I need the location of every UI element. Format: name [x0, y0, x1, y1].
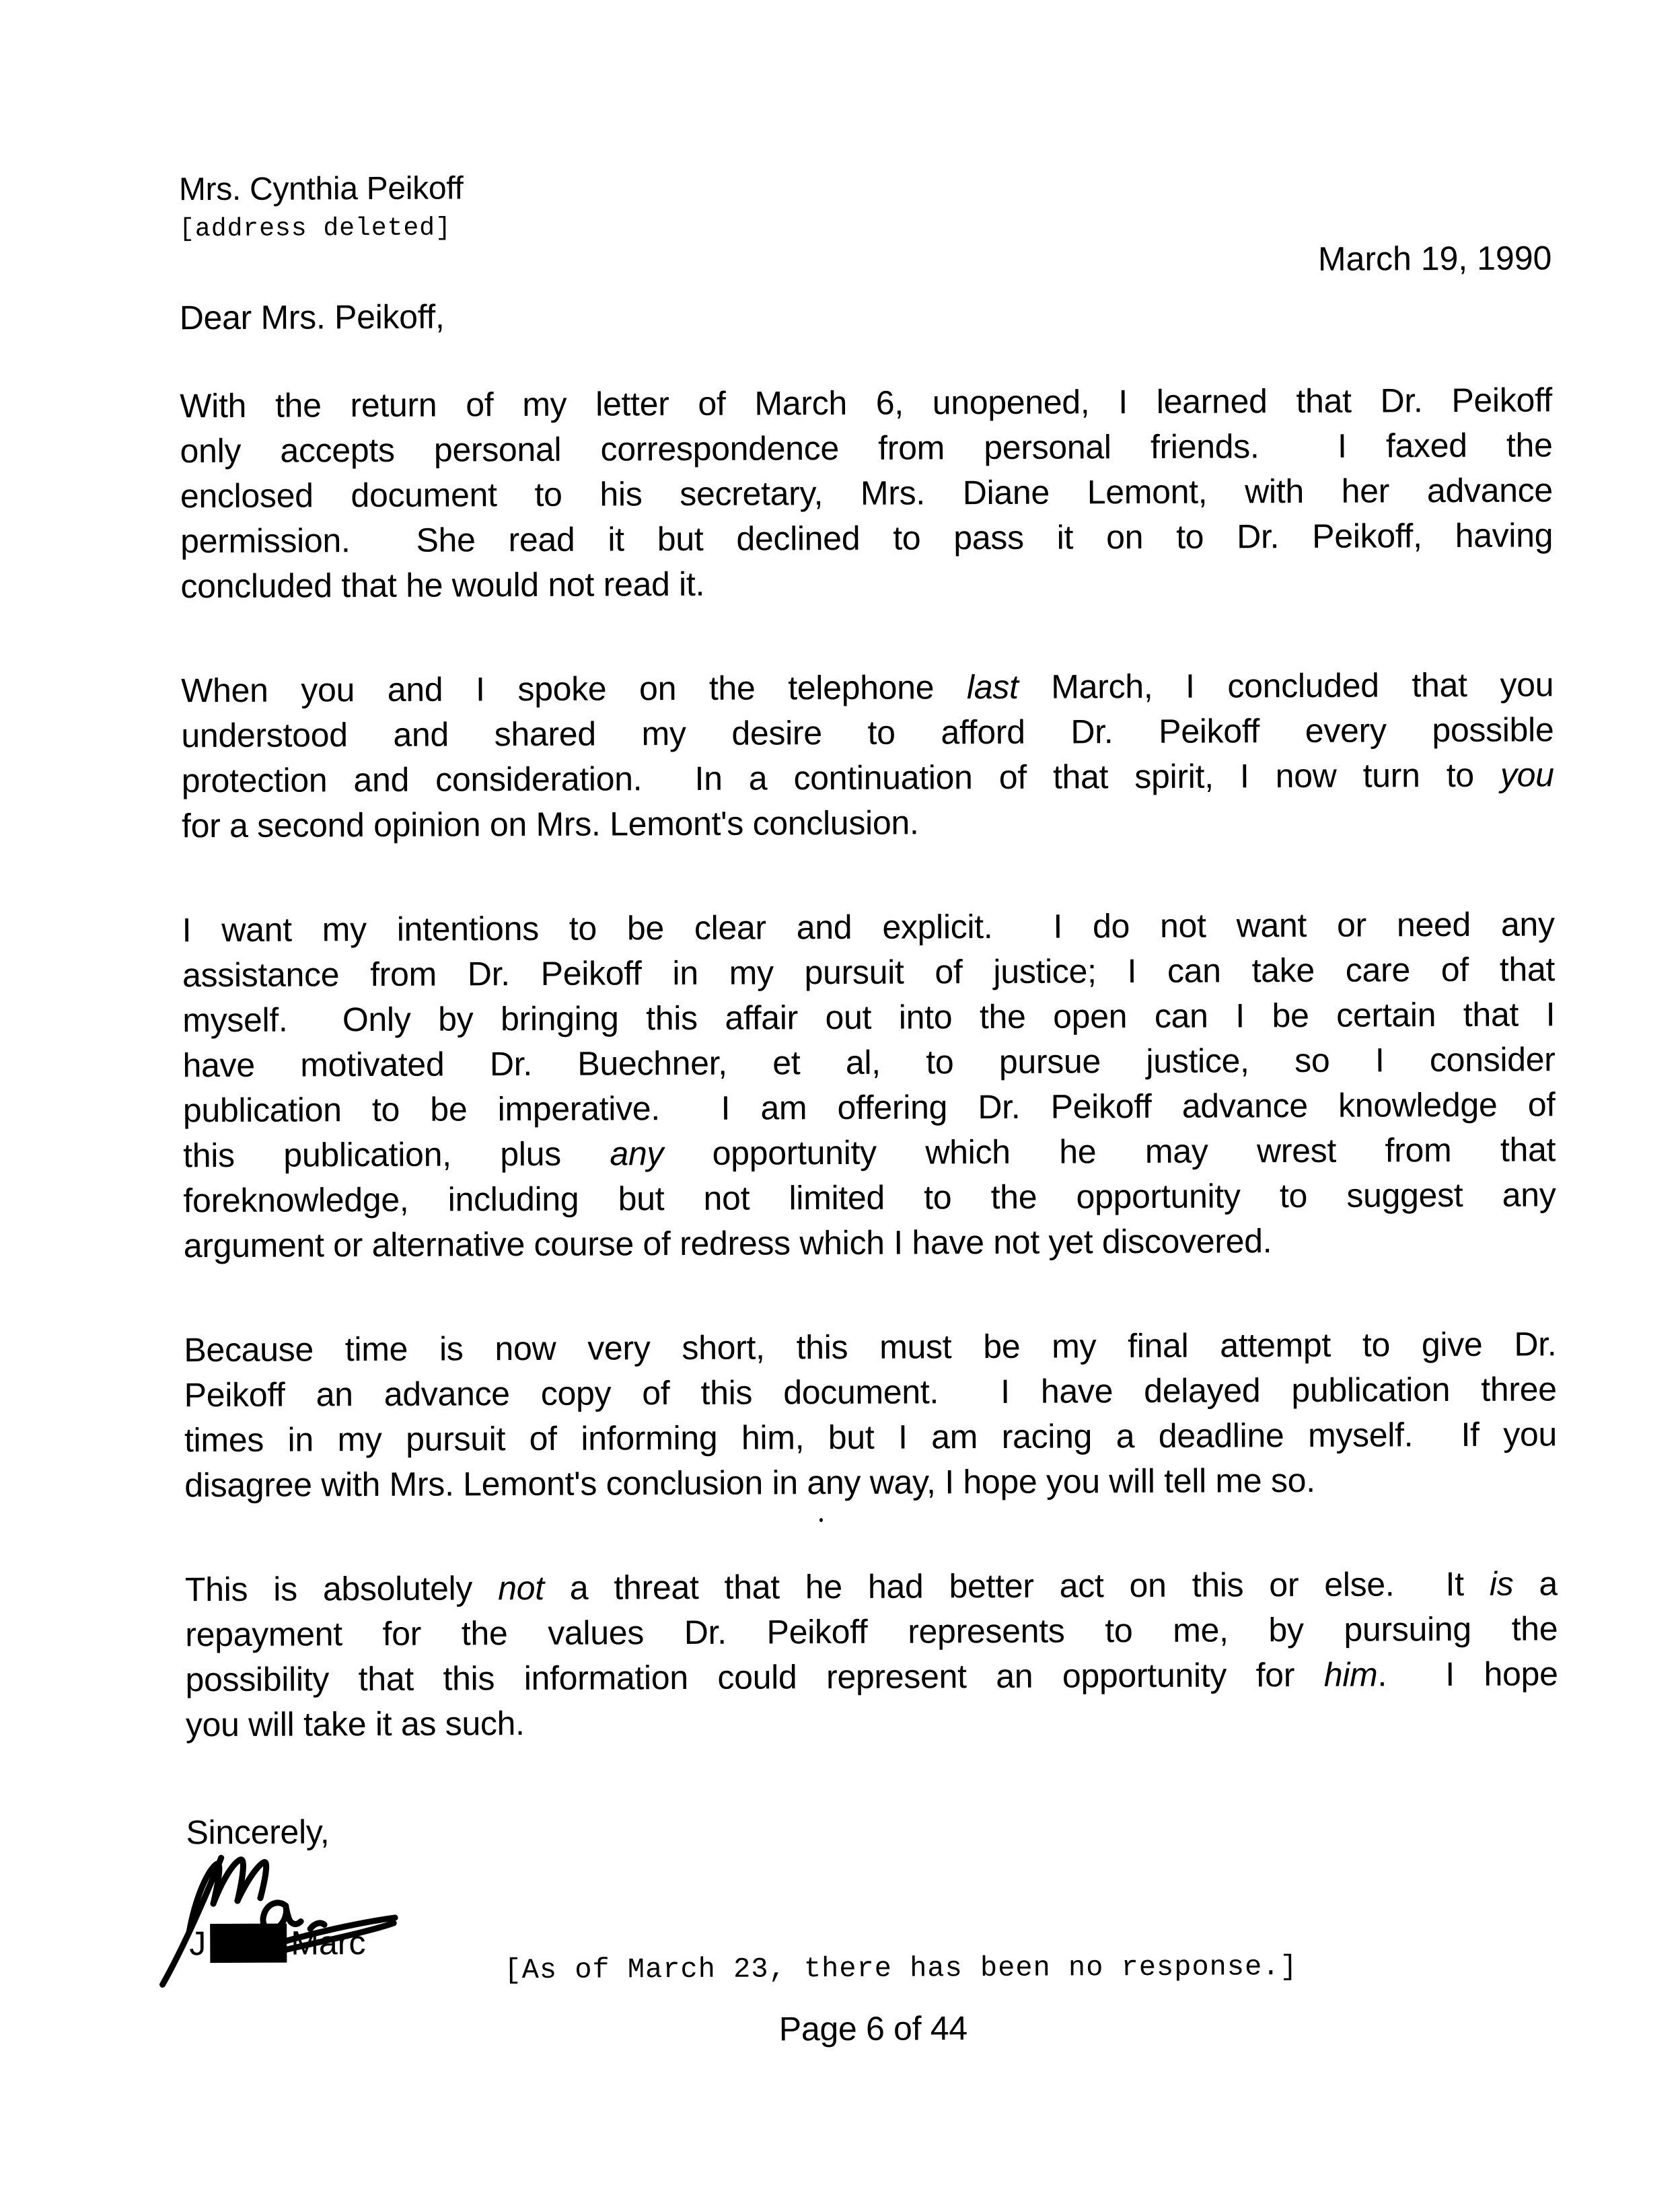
- text-line: publication to be imperative. I am offering Dr. Peikoff advance knowledge of: [182, 1085, 1556, 1130]
- page-number: Page 6 of 44: [778, 2009, 967, 2048]
- text-line: understood and shared my desire to afford Dr. Peikoff every possible: [181, 711, 1554, 755]
- text-line: times in my pursuit of informing him, but I am racing a deadline myself. If you: [184, 1415, 1558, 1459]
- date-row: [179, 239, 1551, 283]
- text-line: enclosed document to his secretary, Mrs. Diane Lemont, with her advance: [180, 471, 1553, 515]
- scan-speck: [819, 1518, 823, 1522]
- text-line: With the return of my letter of March 6, unopened, I learned that Dr. Peikoff: [180, 381, 1553, 425]
- recipient-name: Mrs. Cynthia Peikoff: [178, 170, 464, 208]
- letter-date: March 19, 1990: [1317, 239, 1552, 278]
- handwritten-signature-icon: [154, 1850, 410, 1990]
- text-line: this publication, plus any opportunity which he may wrest from that: [183, 1130, 1556, 1175]
- paragraph: [182, 902, 1556, 1268]
- response-note: [As of March 23, there has been no response.]: [504, 1951, 1298, 1987]
- salutation: Dear Mrs. Peikoff,: [179, 297, 445, 337]
- text-line: possibility that this information could represent an opportunity for him. I hope: [185, 1655, 1558, 1699]
- recipient-address-redacted: [address deleted]: [179, 213, 451, 244]
- closing: Sincerely,: [186, 1813, 330, 1852]
- paragraph: [180, 377, 1553, 609]
- signature-first-initial: J: [189, 1924, 207, 1963]
- text-line: repayment for the values Dr. Peikoff represents to me, by pursuing the: [185, 1610, 1558, 1654]
- signature-last-name: Marc: [291, 1924, 366, 1962]
- text-line: When you and I spoke on the telephone last March, I concluded that you: [181, 665, 1554, 710]
- text-line: assistance from Dr. Peikoff in my pursuit of justice; I can take care of that: [182, 950, 1556, 995]
- paragraph: [181, 662, 1554, 849]
- text-line: only accepts personal correspondence from personal friends. I faxed the: [180, 426, 1553, 470]
- signed-name: [189, 1923, 365, 1963]
- text-line: protection and consideration. In a continuation of that spirit, I now turn to you: [181, 756, 1554, 800]
- text-line: concluded that he would not read it.: [180, 565, 705, 606]
- text-line: Because time is now very short, this must be my final attempt to give Dr.: [184, 1325, 1557, 1369]
- text-line: I want my intentions to be clear and explicit. I do not want or need any: [182, 905, 1555, 949]
- text-line: disagree with Mrs. Lemont's conclusion in any way, I hope you will tell me so.: [184, 1461, 1315, 1505]
- redaction-box: [210, 1924, 287, 1963]
- text-line: myself. Only by bringing this affair out into the open can I be certain that I: [182, 995, 1556, 1040]
- text-line: foreknowledge, including but not limited to the opportunity to suggest any: [183, 1176, 1556, 1220]
- text-line: argument or alternative course of redress which I have not yet discovered.: [183, 1222, 1272, 1265]
- letter-body: [180, 377, 1558, 1747]
- text-line: permission. She read it but declined to pass it on to Dr. Peikoff, having: [180, 516, 1554, 561]
- text-line: you will take it as such.: [185, 1704, 525, 1744]
- text-line: for a second opinion on Mrs. Lemont's conclusion.: [181, 803, 919, 845]
- text-line: This is absolutely not a threat that he had better act on this or else. It is a: [184, 1564, 1558, 1609]
- paragraph: [184, 1322, 1557, 1508]
- paragraph: [185, 1561, 1558, 1747]
- signature-block: [186, 1846, 1560, 1987]
- text-line: have motivated Dr. Buechner, et al, to pursue justice, so I consider: [182, 1040, 1556, 1085]
- text-line: Peikoff an advance copy of this document. I have delayed publication three: [184, 1370, 1557, 1414]
